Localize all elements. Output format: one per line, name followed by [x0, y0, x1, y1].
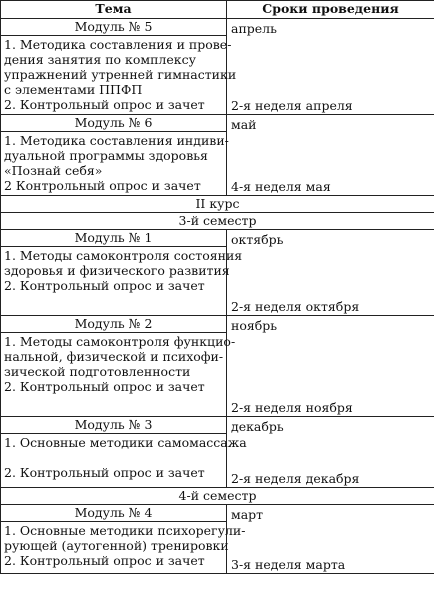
- date-week: 2-я неделя декабря: [231, 471, 360, 486]
- date-month: март: [231, 507, 264, 522]
- topic-line: зической подготовленности: [4, 364, 191, 379]
- date-month: декабрь: [231, 419, 284, 434]
- topic-line: 2 Контрольный опрос и зачет: [4, 178, 201, 193]
- topic-line: 1. Методика составления и прове-: [4, 37, 232, 52]
- semester-title: 4-й семестр: [1, 488, 434, 505]
- header-topic: Тема: [1, 1, 227, 19]
- module-header-row: [1, 316, 434, 333]
- topic-cell: [1, 522, 246, 574]
- topic-cell: [1, 247, 243, 316]
- date-week: 2-я неделя октября: [231, 299, 360, 314]
- course-row: [1, 196, 434, 213]
- module-title: Модуль № 4: [1, 505, 227, 522]
- topic-line: дуальной программы здоровья: [4, 148, 208, 163]
- module-title: Модуль № 5: [1, 19, 227, 36]
- topic-line: 1. Основные методики самомассажа: [4, 435, 247, 450]
- module-title: Модуль № 6: [1, 115, 227, 132]
- date-week: 3-я неделя марта: [231, 557, 346, 572]
- dates-cell: [227, 316, 434, 417]
- dates-cell: [227, 19, 434, 115]
- topic-line: дения занятия по комплексу: [4, 52, 196, 67]
- topic-line: 1. Методы самоконтроля состояния: [4, 248, 243, 263]
- topic-line: 2. Контрольный опрос и зачет: [4, 465, 205, 480]
- topic-line: 2. Контрольный опрос и зачет: [4, 97, 205, 112]
- date-week: 2-я неделя ноября: [231, 400, 353, 415]
- semester-title: 3-й семестр: [1, 213, 434, 230]
- module-header-row: [1, 115, 434, 132]
- topic-line: с элементами ППФП: [4, 82, 143, 97]
- date-month: ноябрь: [231, 318, 278, 333]
- date-week: 4-я неделя мая: [231, 179, 331, 194]
- topic-cell: [1, 333, 236, 417]
- topic-line: 2. Контрольный опрос и зачет: [4, 278, 205, 293]
- dates-cell: [227, 505, 434, 574]
- date-month: октябрь: [231, 232, 284, 247]
- topic-line: 2. Контрольный опрос и зачет: [4, 553, 205, 568]
- header-row: [1, 1, 434, 19]
- dates-cell: [227, 115, 434, 196]
- topic-cell: [1, 132, 227, 196]
- semester-row: [1, 213, 434, 230]
- topic-line: «Познай себя»: [4, 163, 103, 178]
- module-title: Модуль № 3: [1, 417, 227, 434]
- topic-line: 2. Контрольный опрос и зачет: [4, 379, 205, 394]
- topic-line: 1. Методы самоконтроля функцио-: [4, 334, 236, 349]
- topic-line: 1. Основные методики психорегули-: [4, 523, 246, 538]
- topic-line: рующей (аутогенной) тренировки: [4, 538, 229, 553]
- semester-row: [1, 488, 434, 505]
- module-header-row: [1, 505, 434, 522]
- topic-line: здоровья и физического развития: [4, 263, 230, 278]
- dates-cell: [227, 417, 434, 488]
- module-title: Модуль № 2: [1, 316, 227, 333]
- topic-cell: [1, 434, 247, 488]
- date-week: 2-я неделя апреля: [231, 98, 353, 113]
- topic-line: нальной, физической и психофи-: [4, 349, 224, 364]
- module-header-row: [1, 19, 434, 36]
- topic-cell: [1, 36, 237, 115]
- topic-line: 1. Методика составления индиви-: [4, 133, 229, 148]
- topic-line: упражнений утренней гимнастики: [4, 67, 237, 82]
- module-title: Модуль № 1: [1, 230, 227, 247]
- date-month: апрель: [231, 21, 277, 36]
- dates-cell: [227, 230, 434, 316]
- module-header-row: [1, 230, 434, 247]
- module-header-row: [1, 417, 434, 434]
- date-month: май: [231, 117, 257, 132]
- topic-gap: [4, 450, 223, 465]
- header-dates: Сроки проведения: [227, 1, 434, 19]
- course-title: II курс: [1, 196, 434, 213]
